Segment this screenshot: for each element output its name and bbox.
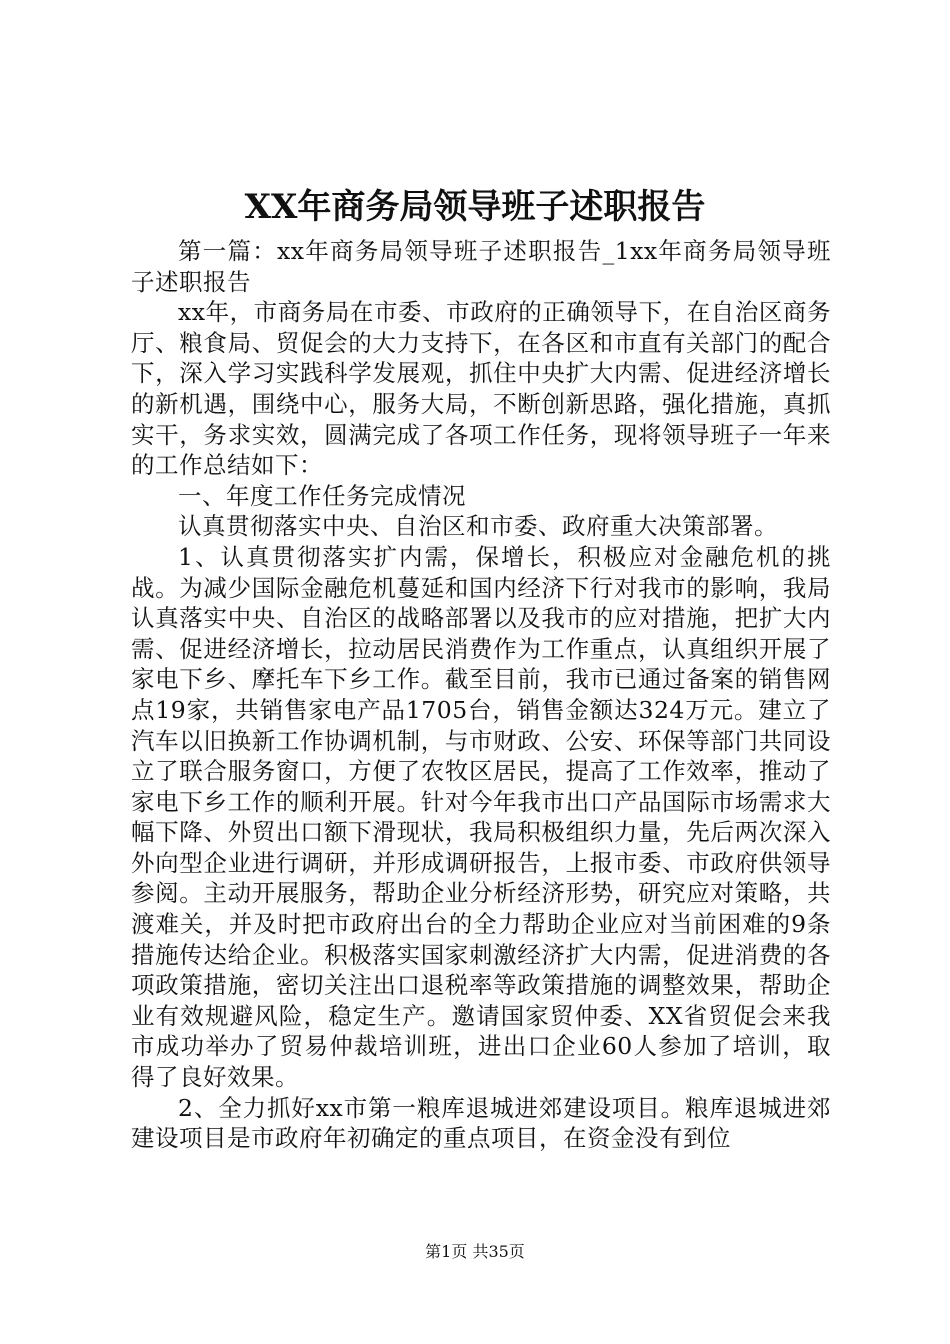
section-subheading: 一、年度工作任务完成情况: [178, 481, 466, 510]
item-2-paragraph: 2、全力抓好xx市第一粮库退城进郊建设项目。粮库退城进郊建设项目是市政府年初确定的重点项目，在资金没有到位: [131, 1093, 831, 1153]
section-heading-paragraph: 第一篇：xx年商务局领导班子述职报告_1xx年商务局领导班子述职报告: [131, 237, 831, 296]
document-title: XX年商务局领导班子述职报告: [244, 187, 706, 227]
page-number-footer: 第1页 共35页: [425, 1242, 525, 1261]
document-body: [131, 236, 831, 1154]
summary-paragraph: 认真贯彻落实中央、自治区和市委、政府重大决策部署。: [178, 512, 778, 541]
item-1-paragraph: 1、认真贯彻落实扩内需，保增长，积极应对金融危机的挑战。为减少国际金融危机蔓延和国内经济下行对我市的影响，我局认真落实中央、自治区的战略部署以及我市的应对措施，把扩大内需、促进经济增长，拉动居民消费作为工作重点，认真组织开展了家电下乡、摩托车下乡工作。截至目前，我市已通过备案的销售网点19家，共销售家电产品1705台，销售金额达324万元。建立了汽车以旧换新工作协调机制，与市财政、公安、环保等部门共同设立了联合服务窗口，方便了农牧区居民，提高了工作效率，推动了家电下乡工作的顺利开展。针对今年我市出口产品国际市场需求大幅下降、外贸出口额下滑现状，我局积极组织力量，先后两次深入外向型企业进行调研，并形成调研报告，上报市委、市政府供领导参阅。主动开展服务，帮助企业分析经济形势，研究应对策略，共渡难关，并及时把市政府出台的全力帮助企业应对当前困难的9条措施传达给企业。积极落实国家刺激经济扩大内需，促进消费的各项政策措施，密切关注出口退税率等政策措施的调整效果，帮助企业有效规避风险，稳定生产。邀请国家贸仲委、XX省贸促会来我市成功举办了贸易仲裁培训班，进出口企业60人参加了培训，取得了良好效果。: [131, 542, 831, 1092]
intro-paragraph: xx年，市商务局在市委、市政府的正确领导下，在自治区商务厅、粮食局、贸促会的大力支持下，在各区和市直有关部门的配合下，深入学习实践科学发展观，抓住中央扩大内需、促进经济增长的新机遇，围绕中心，服务大局，不断创新思路，强化措施，真抓实干，务求实效，圆满完成了各项工作任务，现将领导班子一年来的工作总结如下：: [131, 298, 831, 480]
